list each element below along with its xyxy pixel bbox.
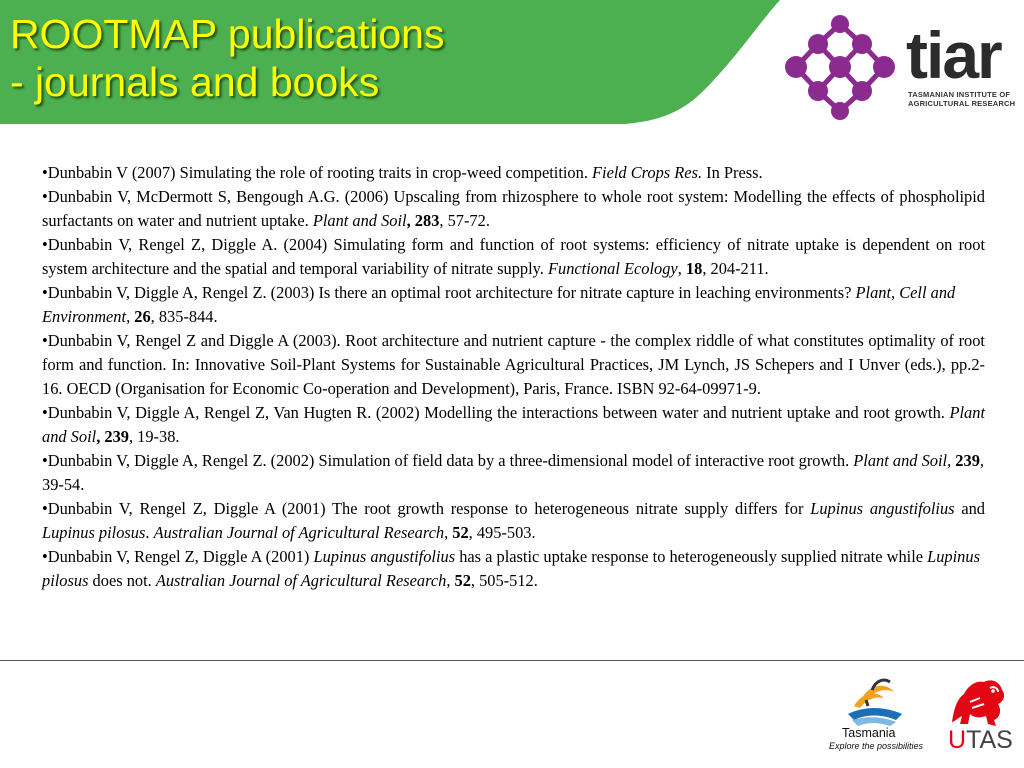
publication-item	[42, 401, 985, 449]
journal-name: Plant and Soil,	[853, 451, 952, 470]
tiar-wordmark: tiar	[906, 18, 1001, 92]
citation-authors-title: •Dunbabin V, McDermott S, Bengough A.G. (2006) Upscaling from rhizosphere to whole root system: Modelling the effects of phospholipid surfactants on water and nutrient uptake.	[42, 187, 985, 230]
species-name: Lupinus angustifolius	[810, 499, 955, 518]
citation-pages: , 495-503.	[468, 523, 536, 542]
tasmania-wordmark: Tasmania	[842, 726, 896, 740]
publication-item	[42, 233, 985, 281]
journal-volume: 26	[134, 307, 151, 326]
title-line-1: ROOTMAP publications	[10, 11, 445, 57]
publication-item	[42, 161, 985, 185]
utas-rest-letters: TAS	[966, 726, 1013, 754]
journal-volume: , 239	[96, 427, 129, 446]
citation-connector: does not.	[88, 571, 156, 590]
publication-item	[42, 185, 985, 233]
utas-lion-crest-icon	[946, 674, 1010, 730]
species-name: Lupinus pilosus	[42, 547, 980, 590]
tiar-subtitle-line-2: AGRICULTURAL RESEARCH	[908, 99, 1016, 108]
citation-authors-title: •Dunbabin V (2007) Simulating the role of rooting traits in crop-weed competition.	[42, 163, 593, 182]
journal-volume: , 283	[406, 211, 440, 230]
citation-pages: , 39-54.	[42, 451, 984, 494]
title-line-2: - journals and books	[10, 59, 380, 105]
citation-connector: and	[954, 499, 985, 518]
journal-volume: 52	[452, 523, 469, 542]
journal-name: Field Crops Res.	[592, 163, 703, 182]
tiar-subtitle	[908, 90, 1020, 108]
citation-pages: , 19-38.	[128, 427, 180, 446]
citation-authors-title: •Dunbabin V, Diggle A, Rengel Z. (2002) Simulation of field data by a three-dimensional model of interactive root growth.	[42, 451, 854, 470]
citation-authors-title: •Dunbabin V, Rengel Z, Diggle A (2001) The root growth response to heterogeneous nitrate supply differs for	[42, 499, 811, 518]
page-title	[10, 10, 444, 106]
journal-name: Plant and Soil	[42, 403, 985, 446]
citation-separator: ,	[444, 523, 453, 542]
citation-pages: , 57-72.	[439, 211, 490, 230]
citation-full-text: •Dunbabin V, Rengel Z and Diggle A (2003). Root architecture and nutrient capture - the complex riddle of what constitutes optimality of root form and function. In: Innovative Soil-Plant Systems for Sustainable Agricultural Practices, JM Lynch, JS Schepers and I Unver (eds.), pp.2-16. OECD (Organisation for Economic Co-operation and Development), Paris, France. ISBN 92-64-09971-9.	[42, 331, 985, 398]
citation-status: In Press.	[702, 163, 763, 182]
citation-pages: , 835-844.	[150, 307, 218, 326]
journal-name: Functional Ecology	[547, 259, 678, 278]
citation-authors-title: •Dunbabin V, Rengel Z, Diggle A (2001)	[42, 547, 314, 566]
species-name: Lupinus angustifolius	[313, 547, 456, 566]
citation-separator: ,	[126, 307, 135, 326]
publication-item	[42, 545, 985, 593]
citation-separator: ,	[677, 259, 686, 278]
publication-item	[42, 281, 985, 329]
publication-item	[42, 497, 985, 545]
journal-name: Australian Journal of Agricultural Research	[155, 571, 447, 590]
utas-u-letter: U	[948, 726, 967, 754]
citation-authors-title: •Dunbabin V, Diggle A, Rengel Z, Van Hugten R. (2002) Modelling the interactions between water and nutrient uptake and root growth.	[42, 403, 950, 422]
species-name: Lupinus pilosus	[42, 523, 146, 542]
journal-volume: 18	[685, 259, 703, 278]
tasmania-tagline: Explore the possibilities	[829, 741, 924, 751]
citation-pages: , 505-512.	[470, 571, 538, 590]
publication-item	[42, 449, 985, 497]
citation-connector: has a plastic uptake response to heterogeneously supplied nitrate while	[455, 547, 928, 566]
citation-separator: .	[145, 523, 154, 542]
publication-item	[42, 329, 985, 401]
journal-name: Australian Journal of Agricultural Research	[153, 523, 445, 542]
journal-name: Plant, Cell and Environment	[42, 283, 956, 326]
citation-separator: ,	[446, 571, 455, 590]
tiar-subtitle-line-1: TASMANIAN INSTITUTE OF	[908, 90, 1011, 99]
journal-volume: 239	[955, 451, 980, 470]
journal-name: Plant and Soil	[312, 211, 407, 230]
citation-pages: , 204-211.	[702, 259, 769, 278]
citation-authors-title: •Dunbabin V, Diggle A, Rengel Z. (2003) Is there an optimal root architecture for nitrate capture in leaching environments?	[42, 283, 856, 302]
utas-wordmark	[948, 726, 1013, 754]
footer-divider	[0, 660, 1024, 661]
publication-list	[42, 161, 985, 593]
journal-volume: 52	[454, 571, 471, 590]
citation-authors-title: •Dunbabin V, Rengel Z, Diggle A. (2004) Simulating form and function of root systems: efficiency of nitrate uptake is dependent on root system architecture and the spatial and temporal variability of nitrate supply.	[42, 235, 985, 278]
